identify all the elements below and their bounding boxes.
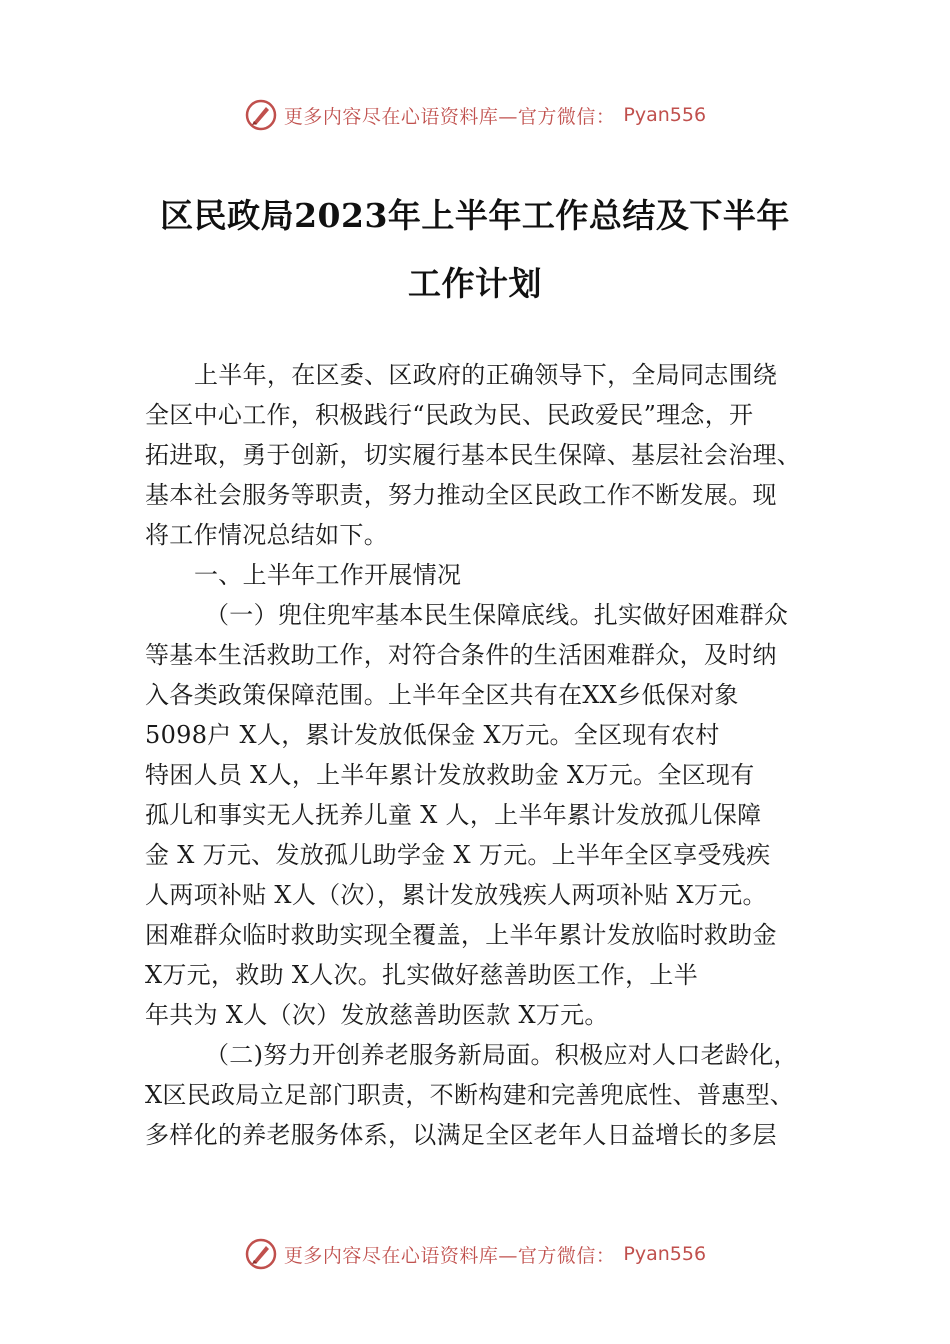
body-line: 拓进取，勇于创新，切实履行基本民生保障、基层社会治理、 [145, 441, 802, 469]
document-body [145, 355, 835, 1155]
body-line: 5098户 X人，累计发放低保金 X万元。全区现有农村 [145, 721, 720, 749]
document-title-line-2: 工作计划 [408, 264, 542, 303]
body-line: （一）兜住兜牢基本民生保障底线。扎实做好困难群众 [205, 601, 789, 629]
footer-watermark [0, 1234, 950, 1274]
pen-logo-icon [244, 1237, 278, 1271]
body-line: 基本社会服务等职责，努力推动全区民政工作不断发展。现 [145, 481, 777, 509]
body-line: 多样化的养老服务体系，以满足全区老年人日益增长的多层 [145, 1121, 777, 1149]
body-line: 将工作情况总结如下。 [145, 521, 388, 549]
header-watermark [0, 95, 950, 135]
body-line: 金 X 万元、发放孤儿助学金 X 万元。上半年全区享受残疾 [145, 841, 771, 869]
watermark-wechat-id: Pyan556 [623, 104, 707, 126]
body-line: 人两项补贴 X人（次），累计发放残疾人两项补贴 X万元。 [145, 881, 767, 909]
body-line: 全区中心工作，积极践行“民政为民、民政爱民”理念，开 [145, 401, 754, 429]
pen-logo-icon [244, 98, 278, 132]
body-line: 孤儿和事实无人抚养儿童 X 人，上半年累计发放孤儿保障 [145, 801, 762, 829]
body-line: 上半年，在区委、区政府的正确领导下，全局同志围绕 [194, 361, 778, 389]
watermark-text: 更多内容尽在心语资料库—官方微信： [283, 105, 616, 128]
body-line: X万元，救助 X人次。扎实做好慈善助医工作，上半 [145, 961, 698, 989]
section-heading: 一、上半年工作开展情况 [194, 561, 462, 589]
body-line: 等基本生活救助工作，对符合条件的生活困难群众，及时纳 [145, 641, 777, 669]
watermark-text: 更多内容尽在心语资料库—官方微信： [283, 1244, 616, 1267]
document-title-line-1: 区民政局2023年上半年工作总结及下半年 [160, 196, 790, 235]
body-line: （二)努力开创养老服务新局面。积极应对人口老龄化， [205, 1041, 798, 1069]
body-line: 困难群众临时救助实现全覆盖，上半年累计发放临时救助金 [145, 921, 777, 949]
body-line: 特困人员 X人，上半年累计发放救助金 X万元。全区现有 [145, 761, 755, 789]
body-line: 入各类政策保障范围。上半年全区共有在XX乡低保对象 [145, 681, 739, 709]
watermark-wechat-id: Pyan556 [623, 1243, 707, 1265]
body-line: 年共为 X人（次）发放慈善助医款 X万元。 [145, 1001, 609, 1029]
body-line: X区民政局立足部门职责，不断构建和完善兜底性、普惠型、 [145, 1081, 795, 1109]
